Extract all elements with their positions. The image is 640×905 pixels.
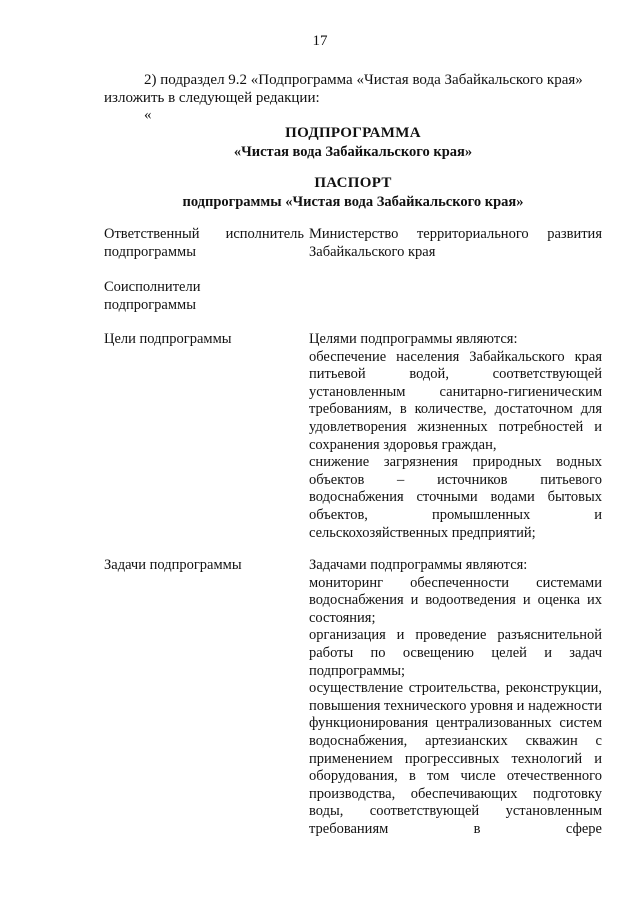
row-value — [309, 557, 602, 839]
row-value-line-1: Министерство территориального развития — [309, 226, 602, 242]
row-label-line-1: Соисполнители — [104, 279, 201, 295]
task-item: организация и проведение разъяснительной работы по освещению целей и задач подпрограммы; — [309, 627, 602, 679]
row-value-line-2: Забайкальского края — [309, 243, 436, 260]
passport-row-goals — [104, 331, 602, 546]
row-label — [104, 226, 304, 261]
subprogram-title — [104, 124, 602, 161]
amendment-intro — [104, 71, 602, 107]
row-label-text: Задачи подпрограммы — [104, 557, 242, 573]
row-label-line-1: Ответственный исполнитель — [104, 226, 304, 242]
goal-item: обеспечение населения Забайкальского края питьевой водой, соответствующей установленным санитарно-гигиеническим требованиям, в количестве, достаточном для удовлетворения жизненных потребностей и сохранения здоровья граждан, — [309, 348, 602, 453]
subprogram-name: «Чистая вода Забайкальского края» — [233, 144, 473, 160]
row-value — [309, 226, 602, 261]
row-label-line-2: подпрограммы — [104, 296, 196, 313]
passport-subheading: подпрограммы «Чистая вода Забайкальского края» — [182, 194, 524, 210]
passport-heading: ПАСПОРТ — [314, 175, 392, 191]
row-label-text: Цели подпрограммы — [104, 331, 232, 347]
row-value — [309, 331, 602, 542]
row-label-line-2: подпрограммы — [104, 243, 196, 260]
row-label — [104, 279, 304, 314]
subprogram-heading: ПОДПРОГРАММА — [285, 125, 421, 141]
tasks-intro: Задачами подпрограммы являются: — [309, 557, 528, 573]
row-label — [104, 557, 304, 575]
goals-intro: Целями подпрограммы являются: — [309, 331, 518, 347]
amendment-line-2: изложить в следующей редакции: — [104, 90, 320, 106]
passport-row-tasks — [104, 557, 602, 847]
amendment-line-1: 2) подраздел 9.2 «Подпрограмма «Чистая вода Забайкальского края» — [144, 72, 583, 88]
passport-row-coexecutors — [104, 279, 602, 319]
passport-row-responsible — [104, 226, 602, 266]
row-label — [104, 331, 304, 349]
task-item: мониторинг обеспеченности системами водоснабжения и водоотведения и оценка их состояния; — [309, 574, 602, 626]
page-number: 17 — [312, 33, 328, 49]
goal-item: снижение загрязнения природных водных объектов – источников питьевого водоснабжения сточными водами бытовых объектов, промышленных и сельскохозяйственных предприятий; — [309, 454, 602, 541]
passport-title — [104, 174, 602, 211]
task-item: осуществление строительства, реконструкции, повышения технического уровня и надежности функционирования централизованных систем водоснабжения, артезианских скважин с применением прогрессивных технологий и оборудования, в том числе отечественного производства, обеспечивающих подготовку воды, соответствующей установленным требованиям в сфере — [309, 680, 602, 837]
opening-quote-mark: « — [144, 107, 152, 123]
